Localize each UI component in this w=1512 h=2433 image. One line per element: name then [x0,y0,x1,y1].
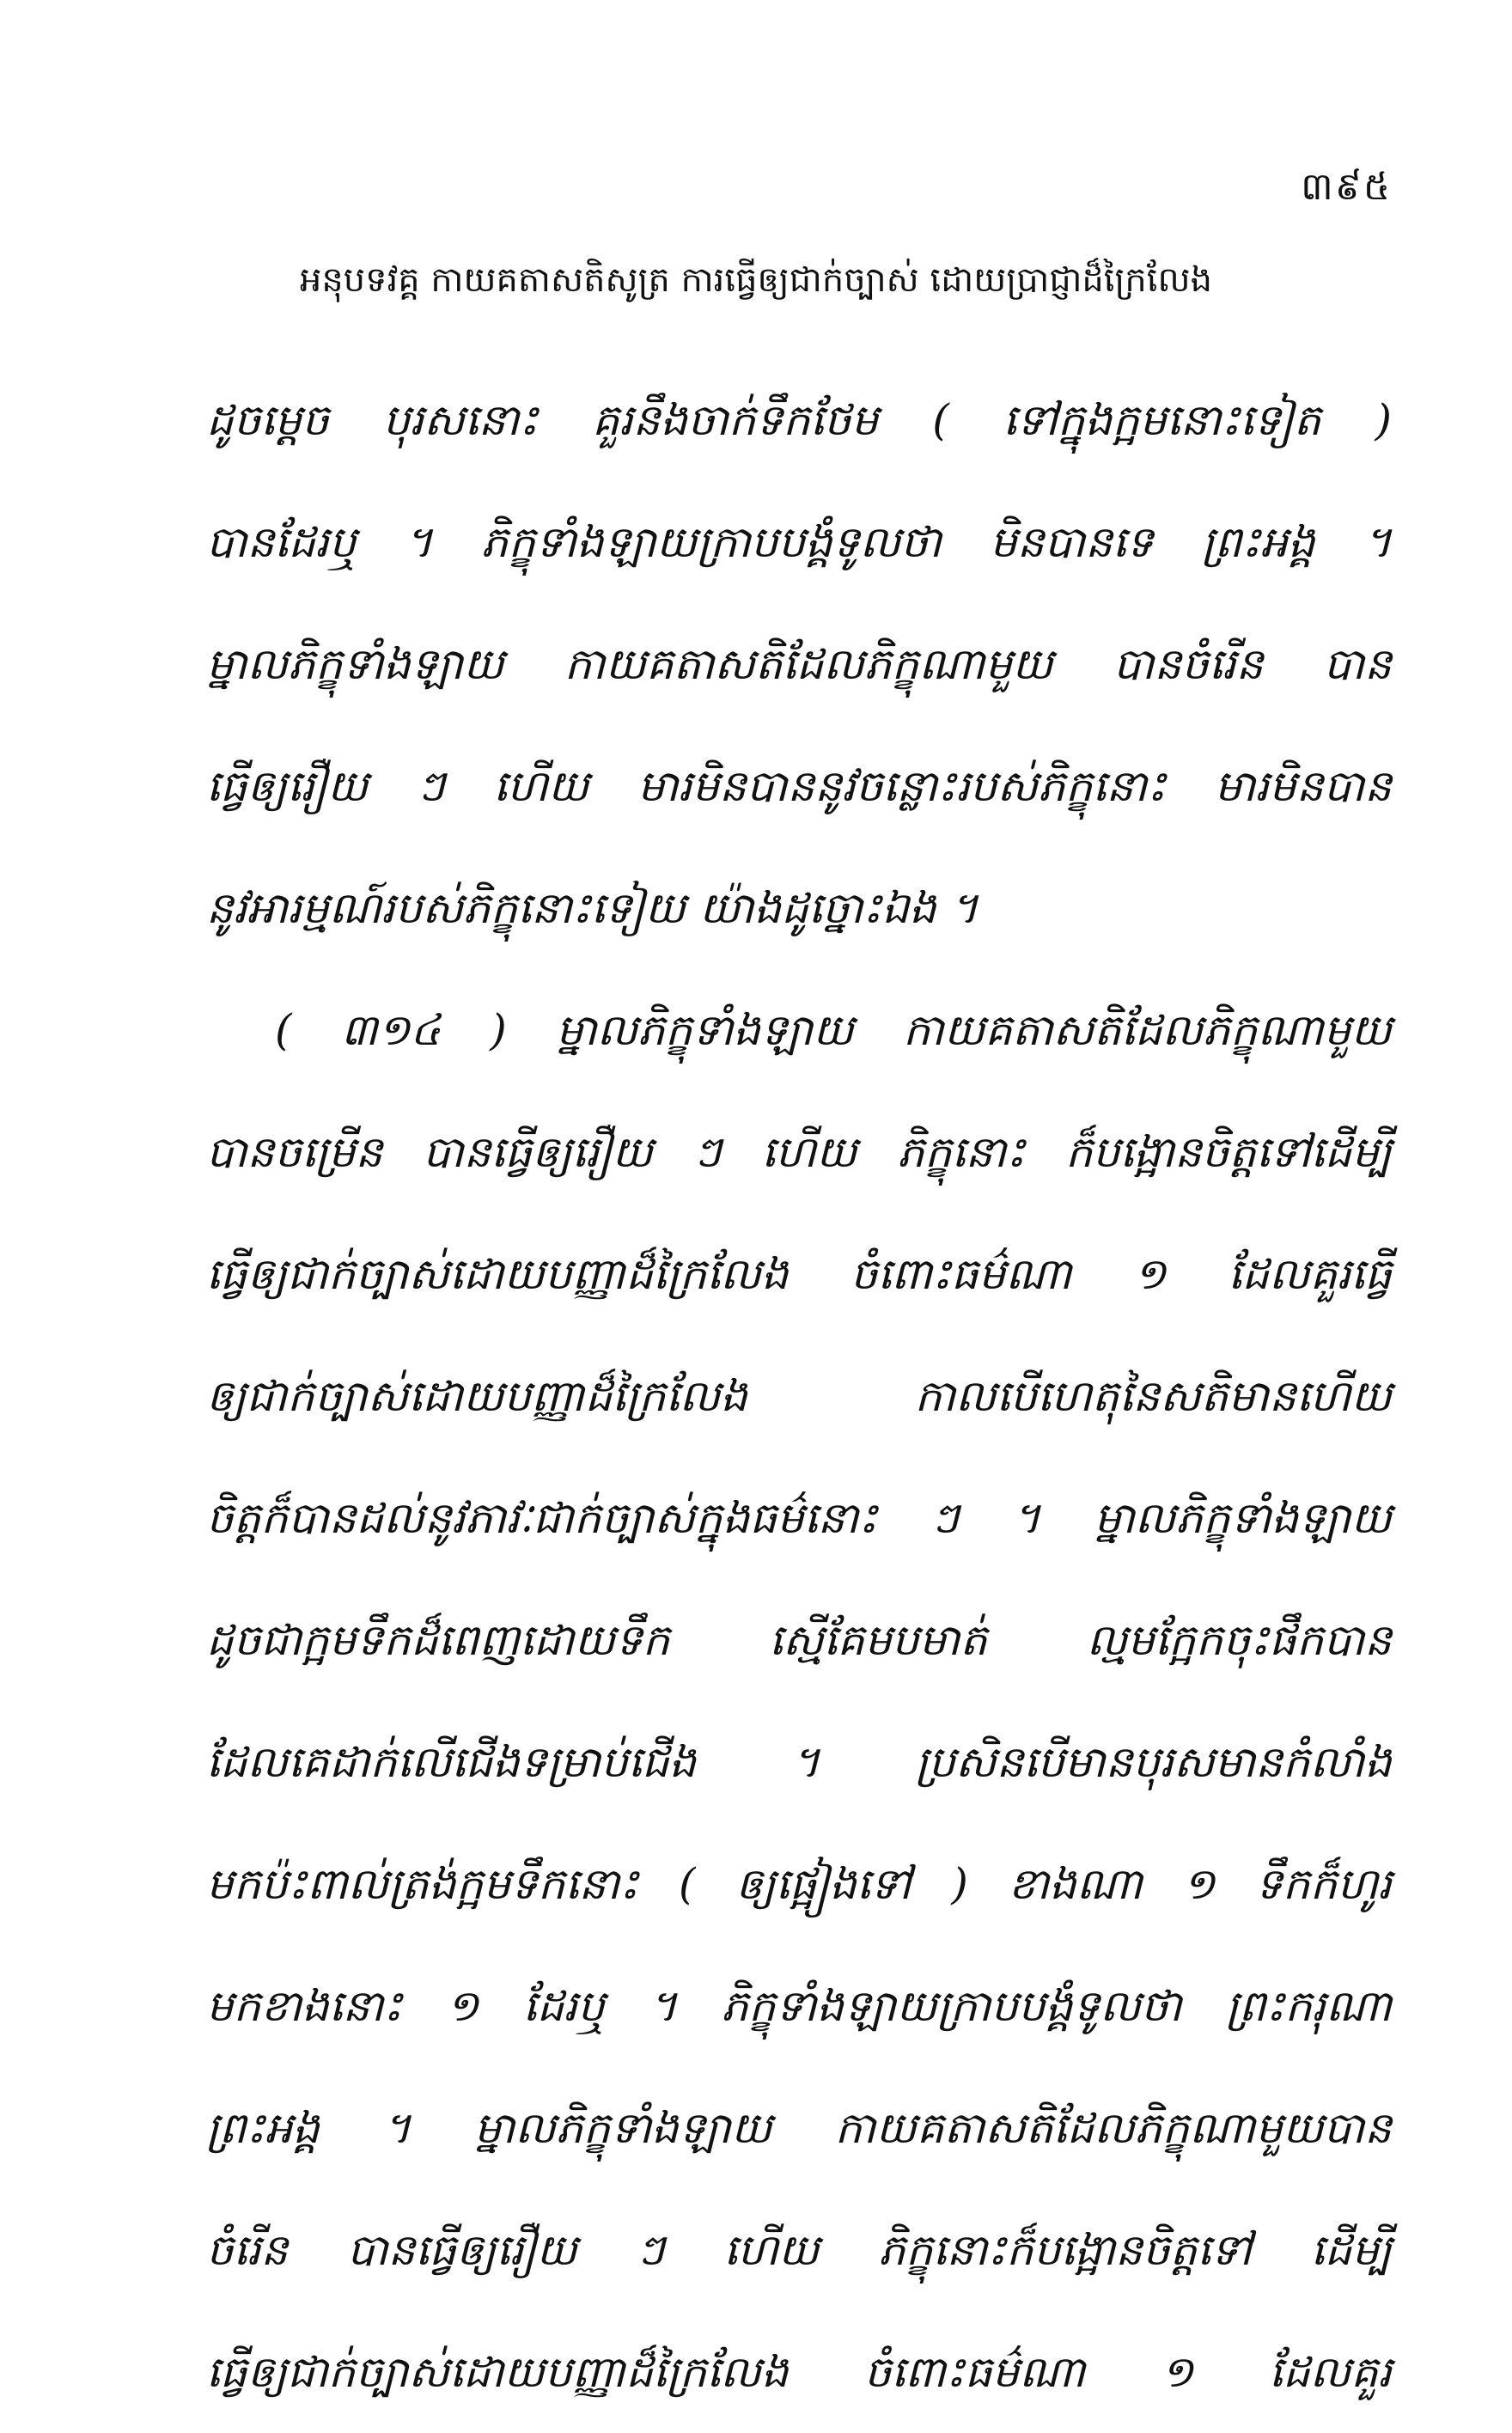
text-line: ព្រះអង្គ ។ ម្នាលភិក្ខុទាំងឡាយ កាយគតាសតិដែលភិក្ខុណាមួយបាន [206,2103,1392,2153]
text-line: បានដែរឬ ។ ភិក្ខុទាំងឡាយក្រាបបង្គំទូលថា មិនបានទេ ព្រះអង្គ ។ [206,517,1392,567]
running-head: អនុបទវគ្គ កាយគតាសតិសូត្រ ការធ្វើឲ្យជាក់ច្បាស់ ដោយប្រាជ្ញាដ៏ក្រៃលែង [300,260,1212,300]
text-line: ដែលគេដាក់លើជើងទម្រាប់ជើង ។ ប្រសិនបើមានបុរសមានកំលាំង [206,1737,1392,1787]
text-line: ដូចជាក្អមទឹកដ៏ពេញដោយទឹក ស្មើគែមបមាត់ ល្មមក្អែកចុះផឹកបាន [206,1615,1392,1665]
text-line: នូវអារម្មណ៍របស់ភិក្ខុនោះទៀយ យ៉ាងដូច្នោះឯង ។ [206,883,979,933]
text-line: បានចម្រើន បានធ្វើឲ្យរឿយ ៗ ហើយ ភិក្ខុនោះ ក៏បង្អោនចិត្តទៅដើម្បី [206,1127,1392,1177]
text-line: ចំរើន បានធ្វើឲ្យរឿយ ៗ ហើយ ភិក្ខុនោះក៏បង្អោនចិត្តទៅ ដើម្បី [206,2225,1392,2275]
page-number: ៣៩៥ [1301,165,1392,209]
text-line: ធ្វើឲ្យជាក់ច្បាស់ដោយបញ្ញាដ៏ក្រៃលែង ចំពោះធម៌ណា ១ ដែលគួរ [206,2347,1392,2397]
text-line: មកខាងនោះ ១ ដែរឬ ។ ភិក្ខុទាំងឡាយក្រាបបង្គំទូលថា ព្រះករុណា [206,1981,1392,2031]
text-line: ដូចម្ដេច បុរសនោះ គួរនឹងចាក់ទឹកថែម ( ទៅក្នុងក្អមនោះទៀត ) [206,395,1392,445]
text-line: ចិត្តក៏បានដល់នូវភាវៈជាក់ច្បាស់ក្នុងធម៌នោះ ៗ ។ ម្នាលភិក្ខុទាំងឡាយ [206,1493,1392,1543]
text-line: មកប៉ះពាល់ត្រង់ក្អមទឹកនោះ ( ឲ្យផ្អៀងទៅ ) ខាងណា ១ ទឹកក៏ហូរ [206,1859,1392,1909]
text-line: ធ្វើឲ្យរឿយ ៗ ហើយ មារមិនបាននូវចន្លោះរបស់ភិក្ខុនោះ មារមិនបាន [206,761,1392,811]
paragraph-start-line: ( ៣១៤ ) ម្នាលភិក្ខុទាំងឡាយ កាយគតាសតិដែលភិក្ខុណាមួយ [275,1005,1392,1055]
text-line: ធ្វើឲ្យជាក់ច្បាស់ដោយបញ្ញាដ៏ក្រៃលែង ចំពោះធម៌ណា ១ ដែលគួរធ្វើ [206,1249,1392,1299]
text-line: ឲ្យជាក់ច្បាស់ដោយបញ្ញាដ៏ក្រៃលែង កាលបើហេតុនៃសតិមានហើយ [206,1371,1392,1421]
text-line: ម្នាលភិក្ខុទាំងឡាយ កាយគតាសតិដែលភិក្ខុណាមួយ បានចំរើន បាន [206,639,1392,689]
body-text [206,359,1392,2433]
